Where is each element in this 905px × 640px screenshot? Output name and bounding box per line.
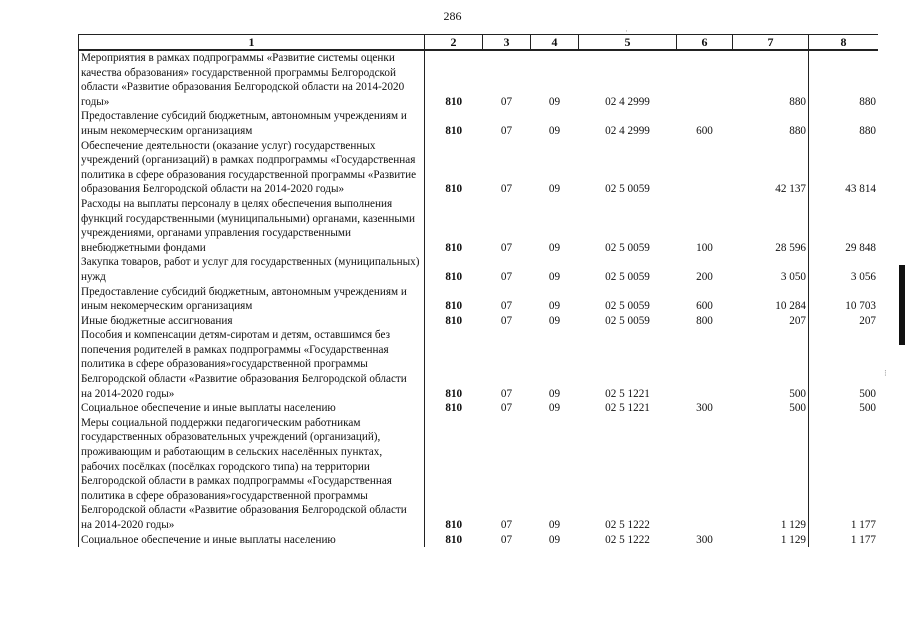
cell-cs: 02 5 1221	[605, 402, 650, 415]
cell-pr: 09	[548, 270, 561, 283]
cell-rz: 07	[500, 314, 513, 327]
table-row	[79, 285, 879, 314]
cell-rz: 07	[500, 402, 513, 415]
row-name: Обеспечение деятельности (оказание услуг) государственных учреждений (организаций) в рамках подпрограммы «Государственная политика в сфере образования государственной программы «Развитие образования Белгородской области на 2014-2020 годы»	[79, 139, 425, 197]
cell-gr: 810	[445, 519, 463, 531]
table-row	[79, 50, 879, 109]
cell-gr: 810	[445, 183, 463, 196]
cell-amount-1: 880	[733, 50, 809, 109]
table-row	[79, 255, 879, 284]
cell-vr	[677, 139, 733, 197]
cell-amount-2: 880	[809, 50, 879, 109]
cell-rz: 07	[500, 95, 513, 108]
table-row	[79, 401, 879, 416]
table-row	[79, 197, 879, 255]
scan-edge-mark	[899, 265, 905, 345]
cell-gr: 810	[445, 402, 463, 415]
cell-pr: 09	[548, 533, 561, 546]
cell-amount-2: 10 703	[809, 285, 879, 314]
cell-vr: 300	[696, 402, 713, 415]
cell-cs: 02 4 2999	[605, 95, 650, 108]
cell-vr: 100	[696, 241, 713, 254]
cell-vr: 200	[696, 270, 713, 283]
row-name: Расходы на выплаты персоналу в целях обеспечения выполнения функций государственными (муниципальными) органами, казенными учреждениями, органами управления государственными внебюджетными фондами	[79, 197, 425, 255]
cell-cs: 02 5 0059	[605, 183, 650, 196]
cell-amount-2: 500	[809, 401, 879, 416]
cell-rz: 07	[500, 183, 513, 196]
table-row	[79, 314, 879, 329]
cell-cs: 02 5 1222	[605, 519, 650, 531]
table-row	[79, 533, 879, 548]
cell-amount-1: 1 129	[733, 416, 809, 533]
cell-amount-1: 1 129	[733, 533, 809, 548]
cell-amount-1: 500	[733, 328, 809, 401]
cell-vr: 300	[696, 533, 713, 546]
cell-vr	[677, 50, 733, 109]
cell-pr: 09	[548, 519, 561, 531]
cell-rz: 07	[500, 519, 513, 531]
cell-pr: 09	[548, 402, 561, 415]
row-name: Пособия и компенсации детям-сиротам и детям, оставшимся без попечения родителей в рамках подпрограммы «Государственная политика в сфере образования»государственной программы Белгородской области «Развитие образования Белгородской области на 2014-2020 годы»	[79, 328, 425, 401]
cell-gr: 810	[445, 314, 463, 327]
cell-amount-2: 1 177	[809, 416, 879, 533]
cell-rz: 07	[500, 124, 513, 137]
cell-amount-1: 880	[733, 109, 809, 138]
table-row	[79, 139, 879, 197]
cell-cs: 02 4 2999	[605, 124, 650, 137]
column-header: 6	[677, 35, 733, 51]
row-name: Иные бюджетные ассигнования	[79, 314, 425, 329]
cell-cs: 02 5 0059	[605, 270, 650, 283]
cell-gr: 810	[445, 300, 463, 313]
column-header: 4	[531, 35, 579, 51]
table-row	[79, 328, 879, 401]
cell-gr: 810	[445, 387, 463, 400]
cell-vr: 800	[696, 314, 713, 327]
cell-cs: 02 5 0059	[605, 241, 650, 254]
row-name: Закупка товаров, работ и услуг для государственных (муниципальных) нужд	[79, 255, 425, 284]
cell-pr: 09	[548, 387, 561, 400]
cell-vr: 600	[696, 124, 713, 137]
scan-speck: ⁝	[884, 368, 887, 378]
cell-amount-2: 500	[809, 328, 879, 401]
column-header: 3	[483, 35, 531, 51]
cell-amount-2: 207	[809, 314, 879, 329]
budget-table	[78, 34, 878, 547]
cell-vr	[677, 416, 733, 533]
cell-amount-1: 10 284	[733, 285, 809, 314]
row-name: Предоставление субсидий бюджетным, автономным учреждениям и иным некомерческим организациям	[79, 109, 425, 138]
cell-amount-1: 207	[733, 314, 809, 329]
cell-pr: 09	[548, 183, 561, 196]
cell-rz: 07	[500, 387, 513, 400]
cell-amount-1: 42 137	[733, 139, 809, 197]
column-header: 8	[809, 35, 879, 51]
table-row	[79, 416, 879, 533]
cell-pr: 09	[548, 124, 561, 137]
cell-gr: 810	[445, 124, 463, 137]
cell-gr: 810	[445, 533, 463, 546]
cell-gr: 810	[445, 270, 463, 283]
cell-amount-2: 3 056	[809, 255, 879, 284]
cell-pr: 09	[548, 314, 561, 327]
table-row	[79, 109, 879, 138]
cell-amount-2: 1 177	[809, 533, 879, 548]
cell-pr: 09	[548, 95, 561, 108]
row-name: Мероприятия в рамках подпрограммы «Развитие системы оценки качества образования» государственной программы Белгородской области «Развитие образования Белгородской области на 2014-2020 годы»	[79, 50, 425, 109]
column-header: 5	[579, 35, 677, 51]
cell-rz: 07	[500, 300, 513, 313]
cell-vr: 600	[696, 300, 713, 313]
cell-gr: 810	[445, 95, 463, 108]
budget-table-frame	[78, 34, 878, 606]
cell-amount-1: 28 596	[733, 197, 809, 255]
cell-cs: 02 5 1221	[605, 387, 650, 400]
column-header: 2	[425, 35, 483, 51]
cell-vr	[677, 328, 733, 401]
cell-pr: 09	[548, 300, 561, 313]
cell-amount-2: 29 848	[809, 197, 879, 255]
cell-rz: 07	[500, 533, 513, 546]
column-header: 1	[79, 35, 425, 51]
cell-cs: 02 5 1222	[605, 533, 650, 546]
cell-cs: 02 5 0059	[605, 314, 650, 327]
cell-amount-2: 880	[809, 109, 879, 138]
column-header: 7	[733, 35, 809, 51]
cell-gr: 810	[445, 241, 463, 254]
cell-pr: 09	[548, 241, 561, 254]
cell-amount-2: 43 814	[809, 139, 879, 197]
cell-rz: 07	[500, 270, 513, 283]
cell-amount-1: 3 050	[733, 255, 809, 284]
row-name: Социальное обеспечение и иные выплаты населению	[79, 401, 425, 416]
header-row	[79, 35, 879, 51]
row-name: Меры социальной поддержки педагогическим работникам государственных образовательных учреждений (организаций), проживающим и работающим в сельских населённых пунктах, рабочих посёлках (посёлках городского типа) на территории Белгородской области в рамках подпрограммы «Государственная политика в сфере образования»государственной программы Белгородской области «Развитие образования Белгородской области на 2014-2020 годы»	[79, 416, 425, 533]
cell-cs: 02 5 0059	[605, 300, 650, 313]
row-name: Социальное обеспечение и иные выплаты населению	[79, 533, 425, 548]
page-number: 286	[443, 9, 462, 23]
cell-amount-1: 500	[733, 401, 809, 416]
cell-rz: 07	[500, 241, 513, 254]
row-name: Предоставление субсидий бюджетным, автономным учреждениям и иным некомерческим организациям	[79, 285, 425, 314]
scan-speck: ·	[625, 26, 628, 36]
